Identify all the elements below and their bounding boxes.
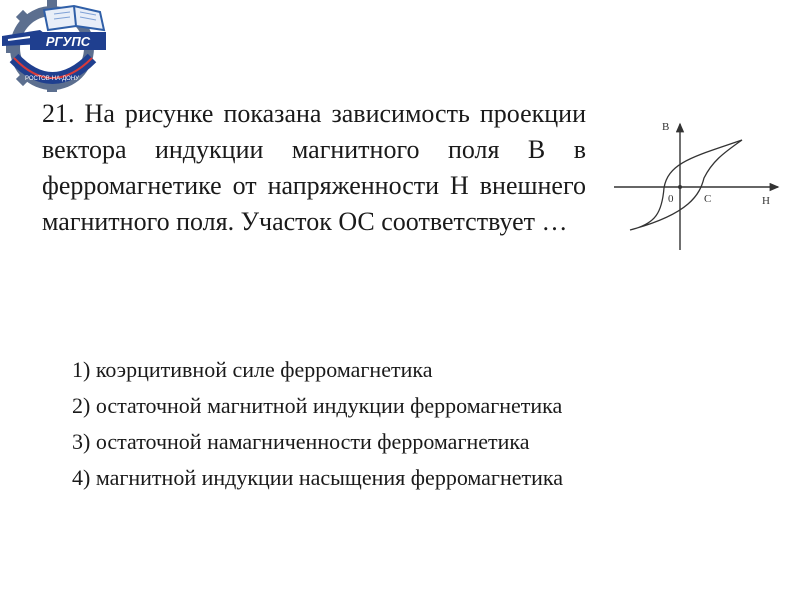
origin-label: 0 (668, 193, 674, 205)
answer-option-4[interactable]: 4) магнитной индукции насыщения ферромагнетика (72, 465, 564, 490)
hysteresis-loop (630, 140, 742, 230)
book-icon (44, 6, 104, 30)
h-axis-label: H (762, 195, 770, 207)
university-logo (0, 0, 118, 92)
origin-point (678, 185, 682, 189)
answer-option-1[interactable]: 1) коэрцитивной силе ферромагнетика (72, 357, 433, 382)
answer-option-2[interactable]: 2) остаточной магнитной индукции ферромагнетика (72, 393, 563, 418)
hysteresis-graph (612, 118, 782, 253)
logo-subtitle: РОСТОВ-НА-ДОНУ (25, 76, 79, 82)
logo-title: РГУПС (45, 34, 91, 49)
answer-option-3[interactable]: 3) остаточной намагниченности ферромагнетика (72, 429, 530, 454)
answer-options (72, 352, 563, 496)
point-c-label: C (704, 193, 712, 205)
question-text: 21. На рисунке показана зависимость проекции вектора индукции магнитного поля В в ферромагнетике от напряженности Н внешнего магнитного поля. Участок ОС соответствует … (42, 99, 586, 236)
b-axis-label: B (662, 121, 670, 133)
